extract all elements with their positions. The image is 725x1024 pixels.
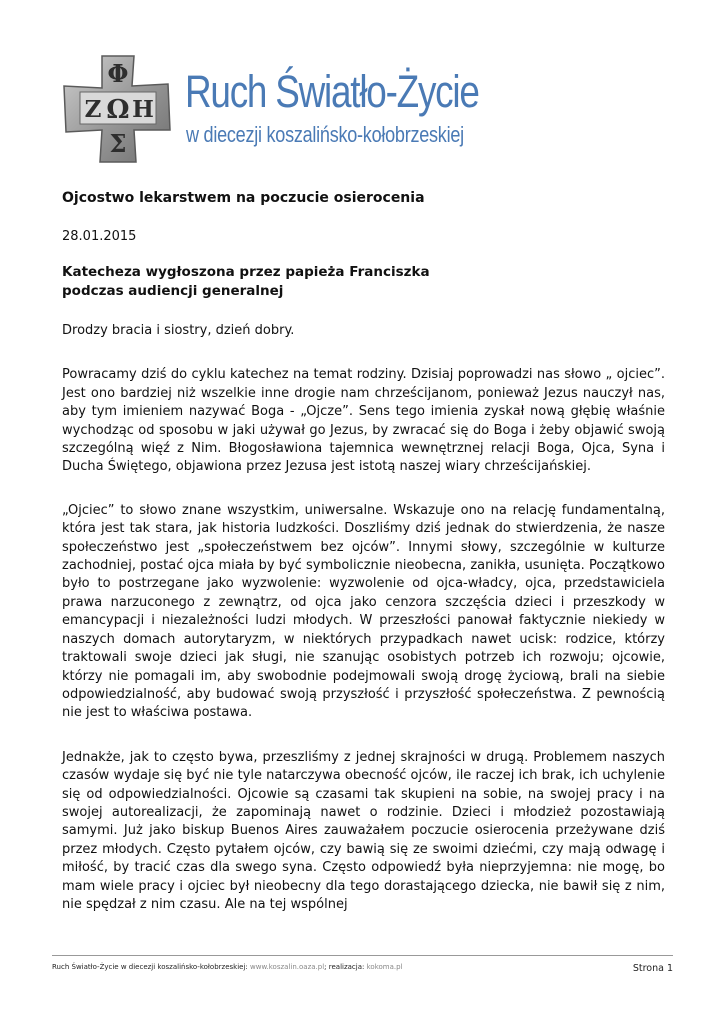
- article: [62, 188, 665, 914]
- footer-realization-link[interactable]: kokoma.pl: [366, 963, 403, 971]
- article-subtitle: [62, 263, 665, 301]
- svg-text:Ζ: Ζ: [84, 96, 102, 123]
- logo-cross-icon: [62, 52, 174, 166]
- site-header: [62, 52, 582, 172]
- brand-subtitle: w diecezji koszalińsko-kołobrzeskiej: [186, 122, 464, 147]
- article-date: 28.01.2015: [62, 229, 137, 244]
- svg-text:Φ: Φ: [107, 59, 129, 88]
- svg-text:Η: Η: [132, 96, 154, 123]
- article-subtitle-line-2: podczas audiencji generalnej: [62, 283, 284, 299]
- article-subtitle-line-1: Katecheza wygłoszona przez papieża Franciszka: [62, 264, 430, 280]
- footer-separator: ;: [324, 963, 327, 971]
- paragraph-1: Powracamy dziś do cyklu katechez na temat rodziny. Dzisiaj poprowadzi nas słowo „ ojciec”. Jest ono bardziej niż wszelkie inne drogie nam chrześcijanom, ponieważ Jezus nauczył nas, aby tym imieniem nazywać Boga - „Ojcze”. Sens tego imienia zyskał nową głębię właśnie wychodząc od sposobu w jaki używał go Jezus, by zwracać się do Boga i żeby objawić swoją szczególną więź z Nim. Błogosławiona tajemnica wewnętrznej relacji Boga, Ojca, Syna i Ducha Świętego, objawiona przez Jezusa jest istotą naszej wiary chrześcijańskiej.: [62, 367, 665, 475]
- footer-credits: [52, 963, 403, 971]
- svg-text:Σ: Σ: [109, 129, 127, 158]
- page-number: Strona 1: [632, 963, 673, 974]
- footer-site-name: Ruch Światło-Życie w diecezji koszalińsko-kołobrzeskiej:: [52, 963, 248, 971]
- svg-text:Ω: Ω: [106, 95, 130, 125]
- brand-title: Ruch Światło-Życie: [185, 66, 479, 117]
- footer-realization-label: realizacja:: [328, 963, 365, 971]
- article-title: Ojcostwo lekarstwem na poczucie osierocenia: [62, 190, 425, 206]
- footer-divider: [52, 955, 673, 956]
- footer-site-link[interactable]: www.koszalin.oaza.pl: [250, 963, 325, 971]
- paragraph-2: „Ojciec” to słowo znane wszystkim, uniwersalne. Wskazuje ono na relację fundamentalną, która jest tak stara, jak historia ludzkości. Doszliśmy dziś jednak do stwierdzenia, że nasze społeczeństwo jest „społeczeństwem bez ojców”. Innymi słowy, szczególnie w kulturze zachodniej, postać ojca miała by być symbolicznie nieobecna, zanikła, usunięta. Początkowo było to postrzegane jako wyzwolenie: wyzwolenie od ojca-władcy, ojca, przedstawiciela prawa narzuconego z zewnątrz, od ojca jako cenzora szczęścia dzieci i przeszkody w emancypacji i niezależności ludzi młodych. W przeszłości panował faktycznie niekiedy w naszych domach autorytaryzm, w niektórych przypadkach nawet ucisk: rodzice, którzy traktowali swoje dzieci jak sługi, nie szanując osobistych potrzeb ich rozwoju; ojcowie, którzy nie pomagali im, aby swobodnie podejmowali swoją drogę życiową, brali na siebie odpowiedzialność, aby budować swoją przyszłość i przyszłość społeczeństwa. Z pewnością nie jest to właściwa postawa.: [62, 502, 665, 721]
- paragraph-3: Jednakże, jak to często bywa, przeszliśmy z jednej skrajności w drugą. Problemem naszych czasów wydaje się być nie tyle natarczywa obecność ojców, ile raczej ich brak, ich uchylenie się od odpowiedzialności. Ojcowie są czasami tak skupieni na sobie, na swojej pracy i na swojej autorealizacji, że zapominają nawet o rodzinie. Dzieci i młodzież pozostawiają samymi. Już jako biskup Buenos Aires zauważałem poczucie osierocenia przeżywane dziś przez młodych. Często pytałem ojców, czy bawią się ze swoimi dziećmi, czy mają odwagę i miłość, by tracić czas dla swego syna. Często odpowiedź była nieprzyjemna: nie mogę, bo mam wiele pracy i ojciec był nieobecny dla tego dorastającego dziecka, nie bawił się z nim, nie spędzał z nim czasu. Ale na tej wspólnej: [62, 749, 665, 912]
- greeting: Drodzy bracia i siostry, dzień dobry.: [62, 323, 295, 338]
